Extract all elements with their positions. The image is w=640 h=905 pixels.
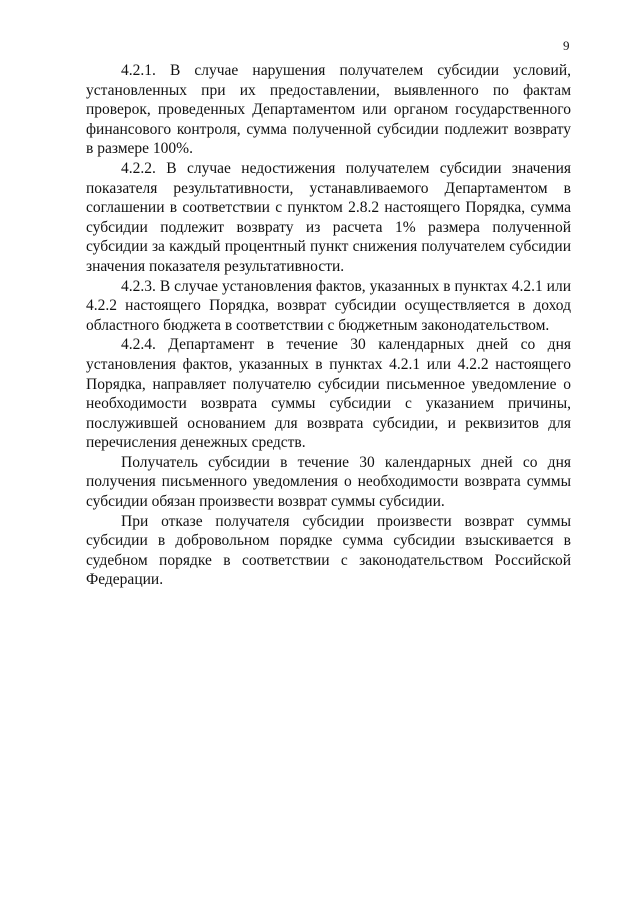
paragraph-refund-obligation: Получатель субсидии в течение 30 календарных дней со дня получения письменного уведомления о необходимости возврата суммы субсидии обязан произвести возврат суммы субсидии.: [86, 453, 571, 511]
page-number: 9: [563, 38, 570, 53]
paragraph-court-recovery: При отказе получателя субсидии произвести возврат суммы субсидии в добровольном порядке сумма субсидии взыскивается в судебном порядке в соответствии с законодательством Российской Федерации.: [86, 512, 571, 589]
paragraph-4-2-1: 4.2.1. В случае нарушения получателем субсидии условий, установленных при их предоставлении, выявленного по фактам проверок, проведенных Департаментом или органом государственного финансового контроля, сумма полученной субсидии подлежит возврату в размере 100%.: [86, 62, 571, 158]
paragraph-4-2-3: 4.2.3. В случае установления фактов, указанных в пунктах 4.2.1 или 4.2.2 настоящего Порядка, возврат субсидии осуществляется в доход областного бюджета в соответствии с бюджетным законодательством.: [86, 277, 571, 334]
paragraph-4-2-4: 4.2.4. Департамент в течение 30 календарных дней со дня установления фактов, указанных в пунктах 4.2.1 или 4.2.2 настоящего Порядка, направляет получателю субсидии письменное уведомление о необходимости возврата суммы субсидии с указанием причины, послужившей основанием для возврата субсидии, и реквизитов для перечисления денежных средств.: [86, 336, 571, 452]
paragraph-4-2-2: 4.2.2. В случае недостижения получателем субсидии значения показателя результативности, устанавливаемого Департаментом в соглашении в соответствии с пунктом 2.8.2 настоящего Порядка, сумма субсидии подлежит возврату из расчета 1% размера полученной субсидии за каждый процентный пункт снижения получателем субсидии значения показателя результативности.: [86, 159, 571, 275]
document-body: [86, 61, 571, 590]
